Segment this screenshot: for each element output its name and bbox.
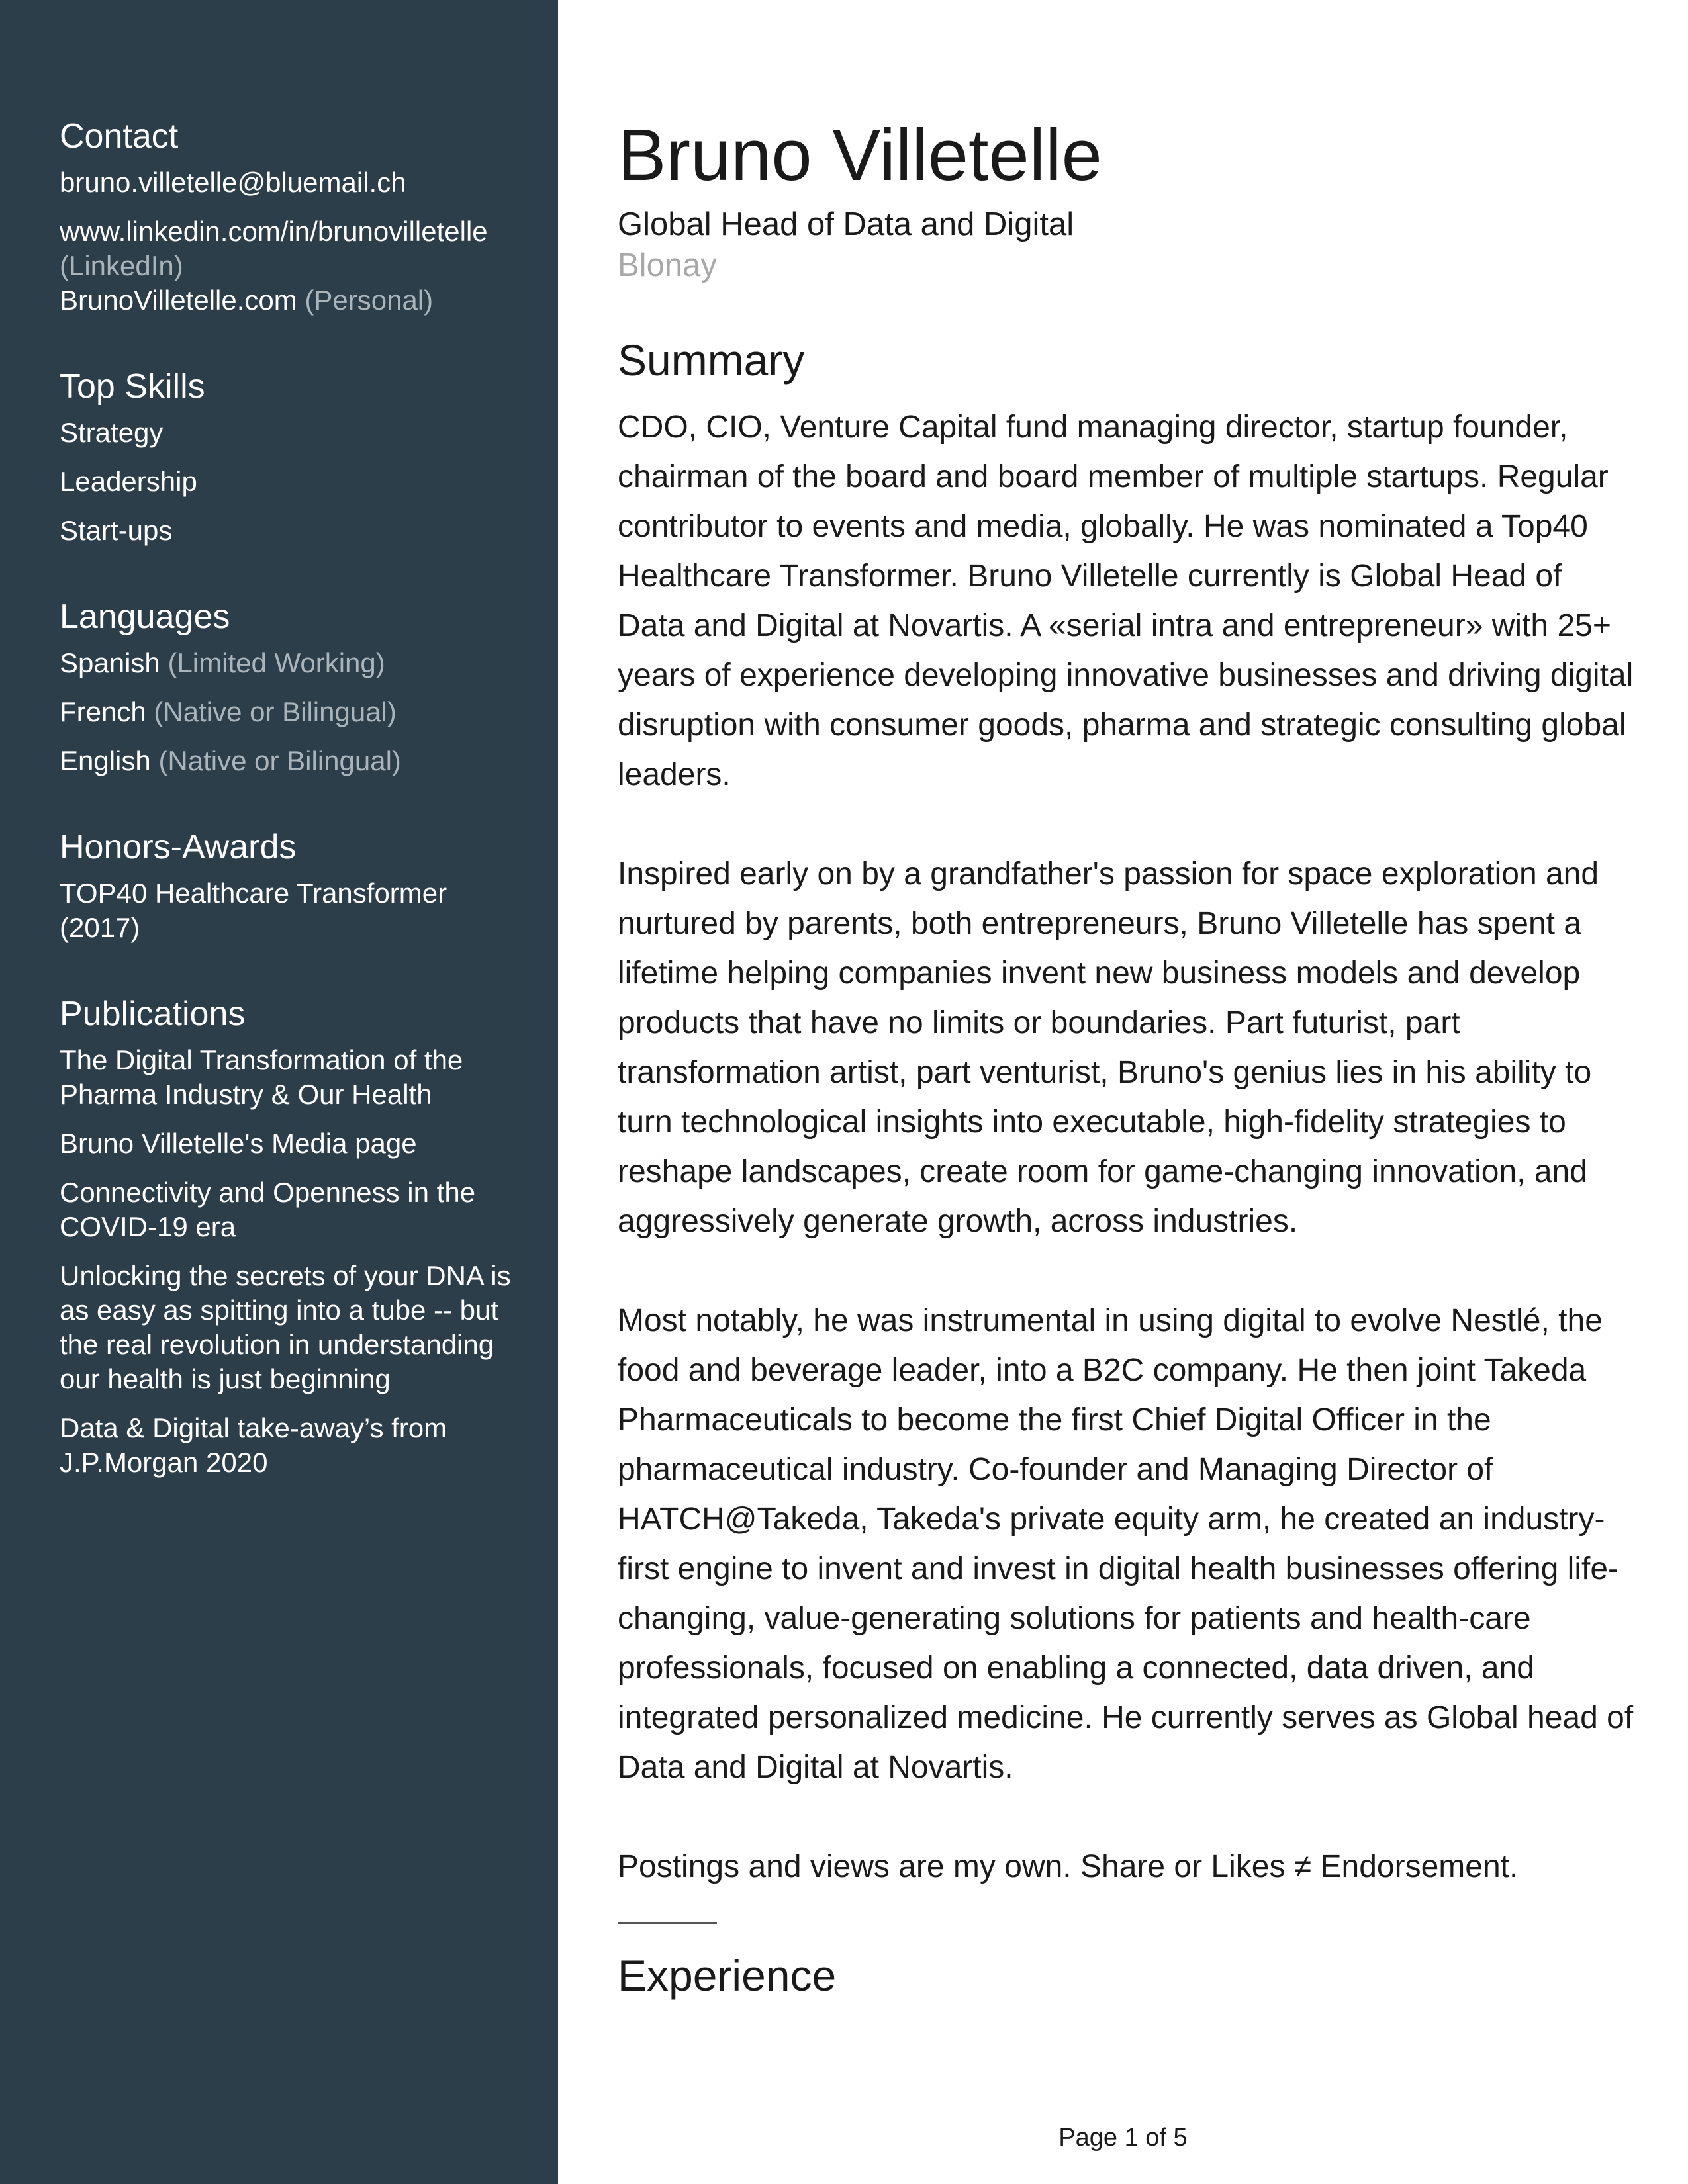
language-item: [60, 646, 558, 680]
publications-section: [60, 993, 558, 1480]
summary-heading: Summary: [618, 336, 805, 385]
section-divider: [618, 1922, 717, 1924]
website-url[interactable]: BrunoVilletelle.com: [60, 285, 297, 316]
summary-paragraph: CDO, CIO, Venture Capital fund managing director, startup founder, chairman of the board and board member of multiple startups. Regular contributor to events and media, globally. He was nominated a Top40 Healthcare Transformer. Bruno Villetelle currently is Global Head of Data and Digital at Novartis. A «serial intra and entrepreneur» with 25+ years of experience developing innovative businesses and driving digital disruption with consumer goods, pharma and strategic consulting global leaders.: [618, 410, 1634, 792]
honor-item: TOP40 Healthcare Transformer (2017): [60, 878, 447, 943]
experience-heading: Experience: [618, 1951, 837, 2000]
publication-item[interactable]: The Digital Transformation of the Pharma Industry & Our Health: [60, 1044, 463, 1110]
page-number: Page 1 of 5: [1058, 2124, 1188, 2152]
contact-heading: Contact: [60, 117, 179, 156]
top-skills-heading: Top Skills: [60, 367, 205, 406]
linkedin-url[interactable]: www.linkedin.com/in/brunovilletelle: [60, 216, 488, 247]
summary-body: [618, 402, 1637, 1891]
language-item: [60, 695, 558, 729]
publication-item[interactable]: Bruno Villetelle's Media page: [60, 1128, 417, 1159]
honors-section: [60, 826, 558, 945]
skill-item: Leadership: [60, 466, 197, 497]
languages-section: [60, 596, 558, 778]
language-name: French: [60, 696, 146, 727]
language-item: [60, 744, 558, 778]
email-link[interactable]: bruno.villetelle@bluemail.ch: [60, 167, 406, 198]
language-name: Spanish: [60, 647, 160, 678]
summary-paragraph: Postings and views are my own. Share or Likes ≠ Endorsement.: [618, 1849, 1519, 1884]
language-level: (Limited Working): [167, 647, 385, 678]
language-level: (Native or Bilingual): [158, 745, 401, 776]
linkedin-label: (LinkedIn): [60, 250, 183, 281]
main-content: [618, 113, 1637, 2002]
summary-paragraph: Inspired early on by a grandfather's passion for space exploration and nurtured by parents, both entrepreneurs, Bruno Villetelle has spent a lifetime helping companies invent new business models and develop products that have no limits or boundaries. Part futurist, part transformation artist, part venturist, Bruno's genius lies in his ability to turn technological insights into executable, high-fidelity strategies to reshape landscapes, create room for game-changing innovation, and aggressively generate growth, across industries.: [618, 856, 1599, 1239]
summary-paragraph: Most notably, he was instrumental in using digital to evolve Nestlé, the food and beverage leader, into a B2C company. He then joint Takeda Pharmaceuticals to become the first Chief Digital Officer in the pharmaceutical industry. Co-founder and Managing Director of HATCH@Takeda, Takeda's private equity arm, he created an industry-first engine to invent and invest in digital health businesses offering life-changing, value-generating solutions for patients and health-care professionals, focused on enabling a connected, data driven, and integrated personalized medicine. He currently serves as Global head of Data and Digital at Novartis.: [618, 1303, 1634, 1785]
skill-item: Start-ups: [60, 515, 173, 546]
publication-item[interactable]: Data & Digital take-away’s from J.P.Morgan 2020: [60, 1412, 447, 1478]
profile-name: Bruno Villetelle: [618, 114, 1102, 196]
profile-headline: Global Head of Data and Digital: [618, 206, 1074, 242]
linkedin-link[interactable]: [60, 214, 558, 283]
profile-location: Blonay: [618, 248, 717, 283]
languages-heading: Languages: [60, 598, 230, 636]
top-skills-section: [60, 365, 558, 548]
publication-item[interactable]: Unlocking the secrets of your DNA is as easy as spitting into a tube -- but the real revolution in understanding our health is just beginning: [60, 1260, 511, 1394]
honors-heading: Honors-Awards: [60, 828, 297, 866]
sidebar: [0, 0, 558, 2184]
contact-section: [60, 115, 558, 318]
skill-item: Strategy: [60, 417, 164, 448]
website-link[interactable]: [60, 283, 558, 318]
publication-item[interactable]: Connectivity and Openness in the COVID-19 era: [60, 1177, 476, 1242]
website-label: (Personal): [305, 285, 434, 316]
language-name: English: [60, 745, 151, 776]
publications-heading: Publications: [60, 995, 246, 1033]
language-level: (Native or Bilingual): [154, 696, 397, 727]
